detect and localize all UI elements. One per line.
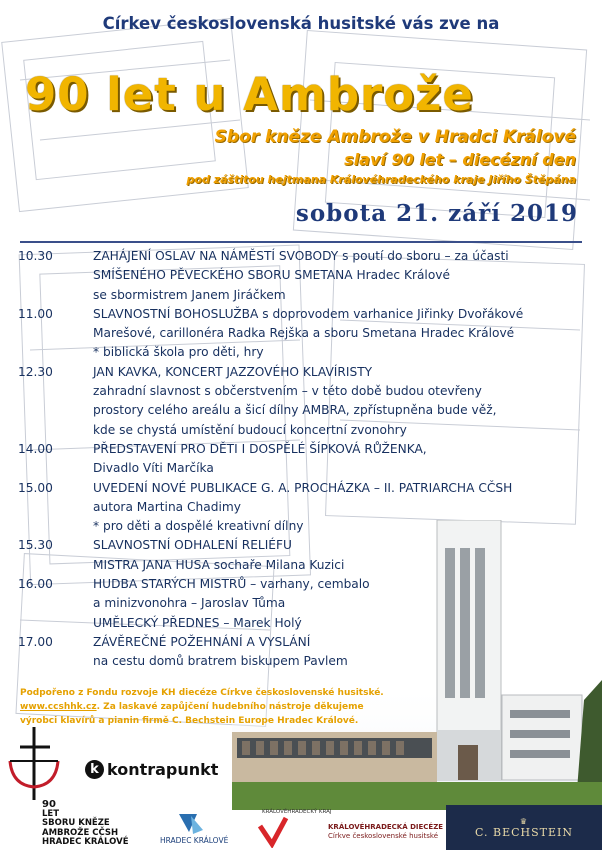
kontrapunkt-logo: [85, 760, 218, 779]
region-label: KRÁLOVÉHRADECKÝ KRAJ: [262, 809, 332, 815]
program-line: * pro děti a dospělé kreativní dílny: [93, 519, 304, 534]
hradec-kralove-label: HRADEC KRÁLOVÉ: [160, 836, 229, 845]
program-time: 12.30: [18, 364, 53, 379]
support-line: Podpořeno z Fondu rozvoje KH diecéze Církve československé husitské.: [20, 688, 384, 698]
program-item: [18, 305, 598, 363]
bechstein-label: C. BECHSTEIN: [474, 825, 573, 839]
program-item: [18, 479, 598, 537]
bechstein-logo: [446, 805, 602, 850]
program-line: kde se chystá umístění budoucí koncertní zvonohry: [93, 422, 407, 437]
program-line: SMÍŠENÉHO PĚVECKÉHO SBORU SMETANA Hradec Králové: [93, 268, 450, 283]
program-time: 11.00: [18, 306, 53, 321]
event-date: sobota 21. září 2019: [295, 200, 578, 227]
program-line: zahradní slavnost s občerstvením – v této době budou otevřeny: [93, 384, 482, 399]
logo-line: AMBROŽE CČSH: [42, 827, 119, 838]
invite-line: Církev československá husitské vás zve na: [102, 14, 500, 33]
diocese-logo: [328, 823, 443, 840]
divider: [20, 241, 582, 243]
kontrapunkt-label: kontrapunkt: [107, 760, 219, 779]
church-chalice-logo: [6, 725, 76, 800]
program-line: HUDBA STARÝCH MISTRŮ – varhany, cembalo: [93, 577, 370, 592]
program-line: MISTRA JANA HUSA sochaře Milana Kuzici: [93, 557, 345, 572]
subtitle-congregation: Sbor kněze Ambrože v Hradci Králové: [214, 127, 576, 147]
program-time: 15.30: [18, 538, 53, 553]
program-line: PŘEDSTAVENÍ PRO DĚTI I DOSPĚLÉ ŠÍPKOVÁ RŮŽENKA,: [93, 441, 427, 456]
website-link[interactable]: www.ccshhk.cz: [20, 702, 97, 712]
program-line: * biblická škola pro děti, hry: [93, 345, 264, 360]
program-line: JAN KAVKA, KONCERT JAZZOVÉHO KLAVÍRISTY: [93, 364, 373, 379]
logo-line: SBORU KNĚZE: [42, 818, 110, 828]
subtitle-patronage: pod záštitou hejtmana Královéhradeckého kraje Jiřího Štěpána: [186, 173, 576, 186]
subtitle-anniversary: slaví 90 let – diecézní den: [344, 150, 576, 169]
logo-line: LET: [42, 808, 60, 819]
bechstein-thanks-line: výrobci klavírů a pianin firmě C. Bechstein Europe Hradec Králové.: [20, 716, 359, 726]
logo-line: HRADEC KRÁLOVÉ: [42, 837, 129, 847]
program-line: a minizvonohra – Jaroslav Tůma: [93, 596, 286, 611]
program-item: [18, 575, 598, 633]
program-line: prostory celého areálu a šicí dílny AMBRA, zpřístupněna bude věž,: [93, 403, 497, 418]
program-line: SLAVNOSTNÍ BOHOSLUŽBA s doprovodem varhanice Jiřinky Dvořákové: [93, 306, 524, 321]
program-time: 15.00: [18, 480, 53, 495]
program-line: se sbormistrem Janem Jiráčkem: [93, 287, 286, 302]
kontrapunkt-mark: k: [85, 760, 104, 779]
program-item: [18, 247, 598, 305]
program-time: 17.00: [18, 634, 53, 649]
program-item: [18, 440, 598, 479]
program-line: ZÁVĚREČNÉ POŽEHNÁNÍ A VYSLÁNÍ: [93, 634, 311, 649]
program-line: na cestu domů bratrem biskupem Pavlem: [93, 654, 348, 669]
program-line: ZAHÁJENÍ OSLAV NA NÁMĚSTÍ SVOBODY s poutí do sboru – za účasti: [93, 249, 509, 263]
main-title: 90 let u Ambrože: [25, 68, 474, 121]
program-item: [18, 633, 598, 672]
diocese-church: Církve československé husitské: [328, 831, 439, 840]
logo-line: 90: [42, 799, 56, 810]
program-line: autora Martina Chadimy: [93, 499, 241, 514]
program-line: UMĚLECKÝ PŘEDNES – Marek Holý: [93, 615, 302, 630]
program-item: [18, 363, 598, 440]
program-list: [18, 247, 598, 672]
thanks-line: . Za laskavé zapůjčení hudebního nástroje děkujeme: [96, 702, 364, 712]
program-item: [18, 536, 598, 575]
program-line: UVEDENÍ NOVÉ PUBLIKACE G. A. PROCHÁZKA – II. PATRIARCHA CČSH: [93, 480, 513, 495]
diocese-name: KRÁLOVÉHRADECKÁ DIECÉZE: [328, 823, 444, 831]
program-time: 14.00: [18, 441, 53, 456]
program-time: 10.30: [18, 249, 53, 263]
program-time: 16.00: [18, 577, 53, 592]
bechstein-crown-icon: ♛: [519, 816, 529, 826]
program-line: Marešové, carillonéra Radka Rejška a sboru Smetana Hradec Králové: [93, 326, 515, 341]
program-line: Divadlo Víti Marčíka: [93, 461, 214, 476]
church-logo-text: [42, 800, 129, 848]
program-line: SLAVNOSTNÍ ODHALENÍ RELIÉFU: [93, 538, 292, 553]
support-notes: [20, 686, 384, 728]
